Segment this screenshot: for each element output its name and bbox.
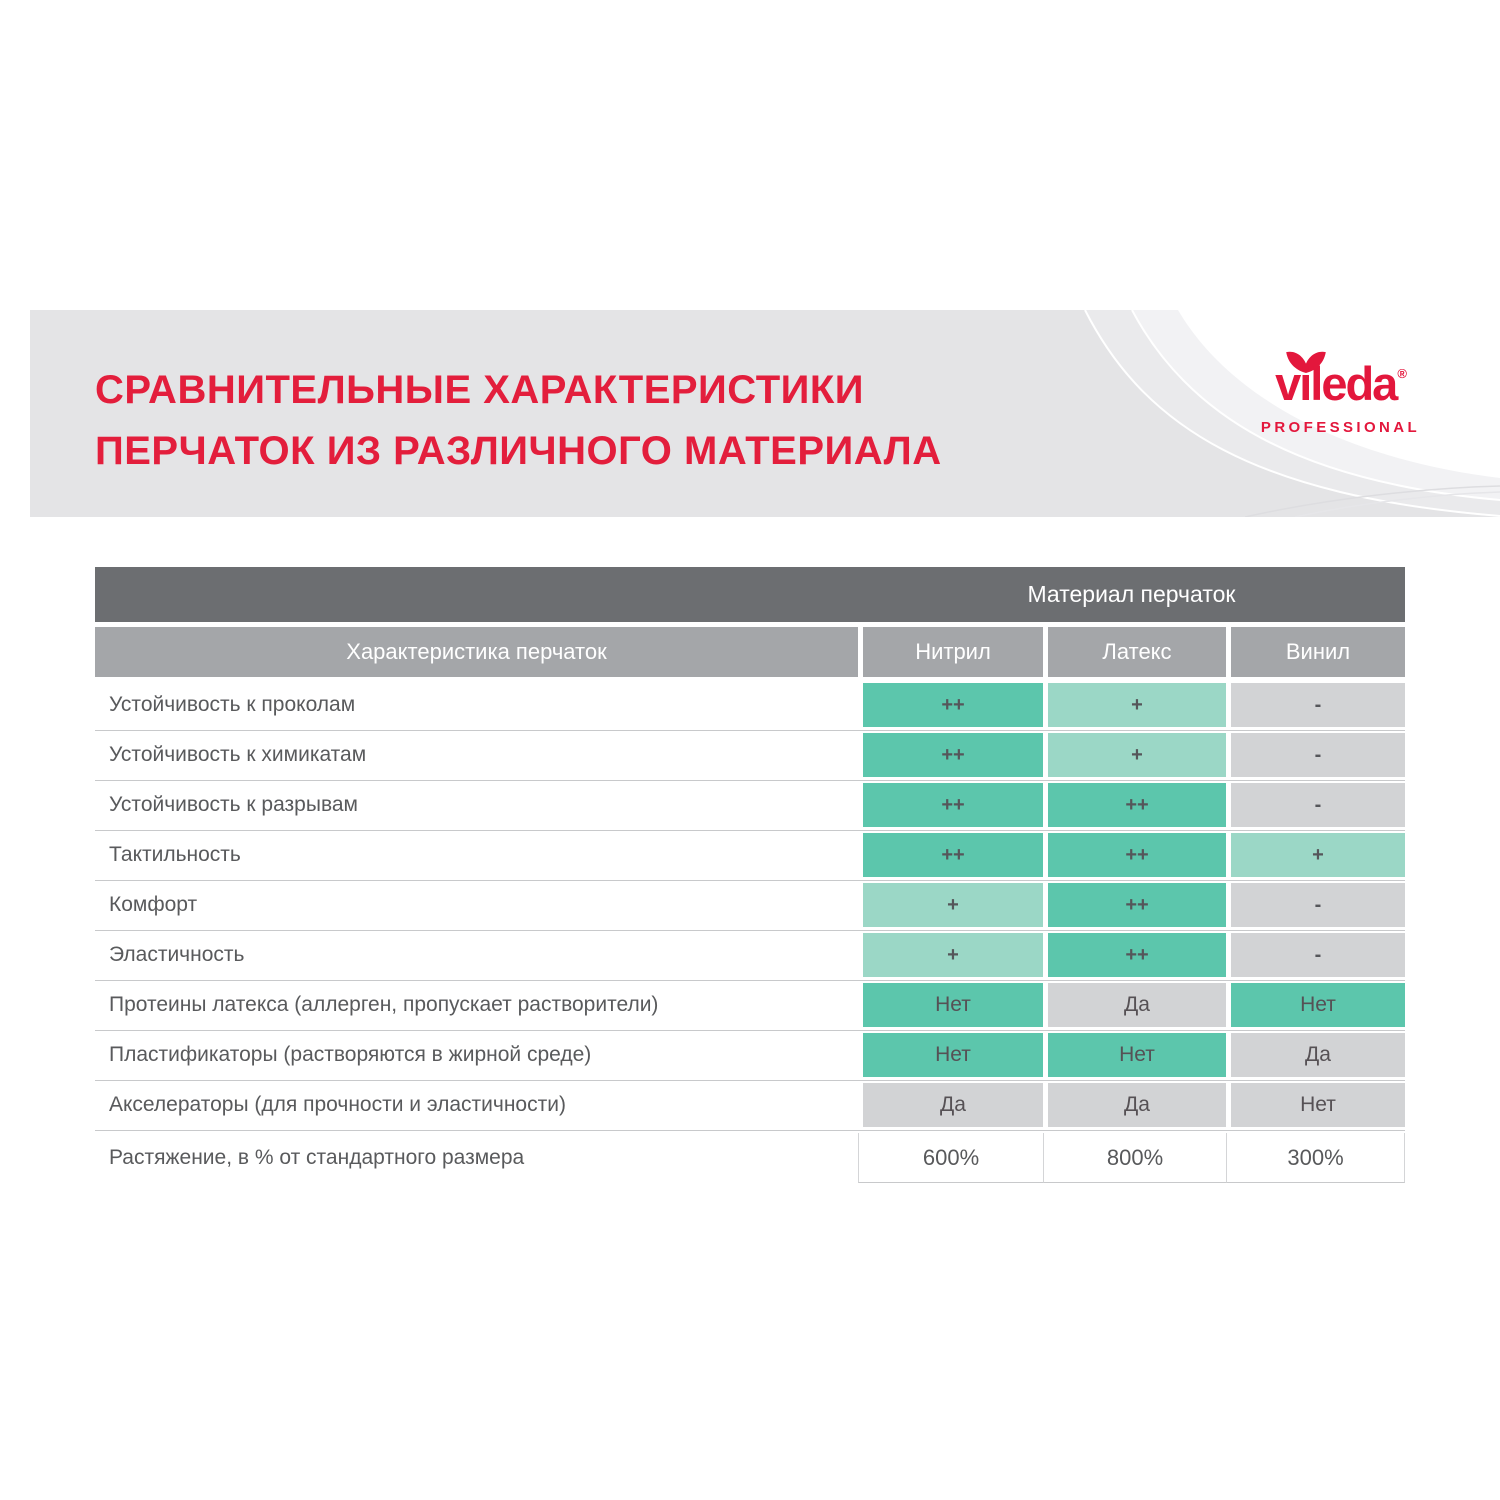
row-label: Протеины латекса (аллерген, пропускает растворители) [95, 983, 858, 1027]
value-cell: ++ [858, 683, 1043, 727]
table-row [95, 783, 1405, 833]
value-cell: Нет [1226, 1083, 1405, 1127]
table-column-header-row [95, 627, 1405, 677]
value-cell: ++ [1043, 933, 1226, 977]
value-cell: Да [1043, 983, 1226, 1027]
material-header-latex: Латекс [1043, 627, 1226, 677]
value-cell: + [1043, 733, 1226, 777]
value-cell: ++ [858, 833, 1043, 877]
value-cell: 600% [858, 1133, 1043, 1183]
value-cell: + [858, 933, 1043, 977]
table-body [95, 683, 1405, 1183]
table-group-header-bar [95, 567, 1405, 622]
value-cell: - [1226, 733, 1405, 777]
value-cell: ++ [858, 783, 1043, 827]
row-label: Акселераторы (для прочности и эластичности) [95, 1083, 858, 1127]
table-row [95, 733, 1405, 783]
value-cell: + [858, 883, 1043, 927]
row-label: Пластификаторы (растворяются в жирной среде) [95, 1033, 858, 1077]
vileda-logo [1233, 350, 1448, 436]
title-line-1: СРАВНИТЕЛЬНЫЕ ХАРАКТЕРИСТИКИ [95, 368, 865, 412]
value-cell: Нет [1043, 1033, 1226, 1077]
value-cell: ++ [1043, 883, 1226, 927]
characteristic-header: Характеристика перчаток [95, 627, 858, 677]
table-row [95, 883, 1405, 933]
table-row [95, 983, 1405, 1033]
row-label: Устойчивость к разрывам [95, 783, 858, 827]
value-cell: - [1226, 683, 1405, 727]
row-label: Растяжение, в % от стандартного размера [95, 1133, 858, 1183]
table-row [95, 833, 1405, 883]
table-row [95, 1133, 1405, 1183]
value-cell: ++ [858, 733, 1043, 777]
table-row [95, 933, 1405, 983]
value-cell: + [1226, 833, 1405, 877]
row-label: Комфорт [95, 883, 858, 927]
table-group-header: Материал перчаток [1027, 581, 1236, 607]
page-title [95, 360, 942, 482]
brand-subtitle: PROFESSIONAL [1260, 419, 1421, 436]
value-cell: Да [1226, 1033, 1405, 1077]
value-cell: - [1226, 933, 1405, 977]
brand-text: vileda [1275, 357, 1397, 410]
registered-mark: ® [1397, 366, 1407, 381]
row-label: Устойчивость к проколам [95, 683, 858, 727]
row-label: Эластичность [95, 933, 858, 977]
row-label: Устойчивость к химикатам [95, 733, 858, 777]
table-row [95, 683, 1405, 733]
value-cell: Да [1043, 1083, 1226, 1127]
table-row [95, 1083, 1405, 1133]
value-cell: 800% [1043, 1133, 1226, 1183]
value-cell: 300% [1226, 1133, 1405, 1183]
comparison-table [95, 567, 1405, 1183]
material-header-vinyl: Винил [1226, 627, 1405, 677]
title-line-2: ПЕРЧАТОК ИЗ РАЗЛИЧНОГО МАТЕРИАЛА [95, 429, 942, 473]
material-header-nitrile: Нитрил [858, 627, 1043, 677]
value-cell: - [1226, 783, 1405, 827]
brand-wordmark [1233, 357, 1448, 414]
table-row [95, 1033, 1405, 1083]
value-cell: + [1043, 683, 1226, 727]
value-cell: - [1226, 883, 1405, 927]
value-cell: ++ [1043, 833, 1226, 877]
value-cell: Да [858, 1083, 1043, 1127]
value-cell: Нет [858, 1033, 1043, 1077]
value-cell: Нет [858, 983, 1043, 1027]
value-cell: ++ [1043, 783, 1226, 827]
row-label: Тактильность [95, 833, 858, 877]
value-cell: Нет [1226, 983, 1405, 1027]
